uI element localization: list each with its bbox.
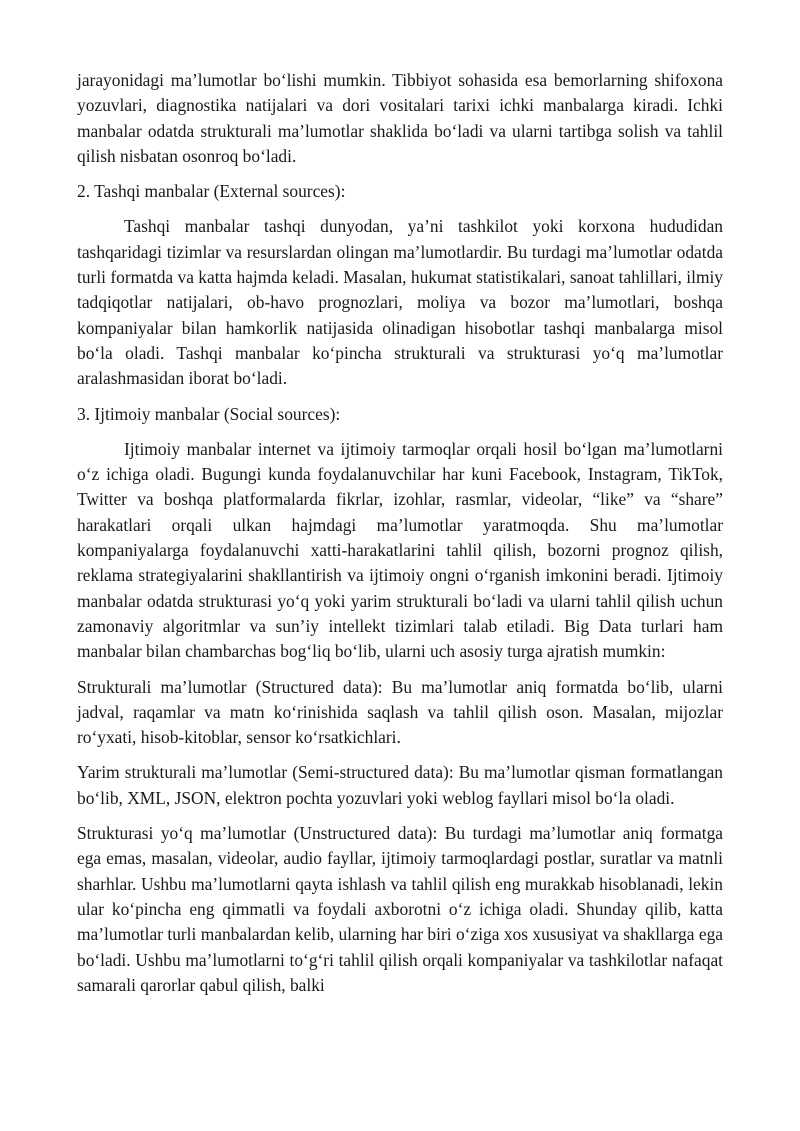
paragraph-external-sources: Tashqi manbalar tashqi dunyodan, ya’ni tashkilot yoki korxona hududidan tashqaridagi tizimlar va resurslardan olingan ma’lumotlardir. Bu turdagi ma’lumotlar odatda turli formatda va katta hajmda keladi. Masalan, hukumat statistikalari, sanoat tahlillari, ilmiy tadqiqotlar natijalari, ob-havo prognozlari, moliya va bozor ma’lumotlari, boshqa kompaniyalar bilan hamkorlik natijasida olinadigan hisobotlar tashqi manbalarga misol bo‘la oladi. Tashqi manbalar ko‘pincha strukturali va strukturasi yo‘q ma’lumotlar aralashmasidan iborat bo‘ladi. (77, 216, 723, 389)
paragraph-social-sources: Ijtimoiy manbalar internet va ijtimoiy tarmoqlar orqali hosil bo‘lgan ma’lumotlarni o‘z ichiga oladi. Bugungi kunda foydalanuvchilar har kuni Facebook, Instagram, TikTok, Twitter va boshqa platformalarda fikrlar, izohlar, rasmlar, videolar, “like” va “share” harakatlari orqali ulkan hajmdagi ma’lumotlar yaratmoqda. Shu ma’lumotlar kompaniyalarga foydalanuvchi xatti-harakatlarini tahlil qilish, bozorni prognoz qilish, reklama strategiyalarini shakllantirish va ijtimoiy ongni o‘rganish imkonini beradi. Ijtimoiy manbalar odatda strukturasi yo‘q yoki yarim strukturali bo‘ladi va ularni tahlil qilish uchun zamonaviy algoritmlar va sun’iy intellekt tizimlari talab etiladi. Big Data turlari ham manbalar bilan chambarchas bog‘liq bo‘lib, ularni uch asosiy turga ajratish mumkin: (77, 438, 723, 662)
document-page (77, 68, 723, 1008)
paragraph-unstructured-data: Strukturasi yo‘q ma’lumotlar (Unstructured data): Bu turdagi ma’lumotlar aniq formatga ega emas, masalan, videolar, audio fayllar, ijtimoiy tarmoqlardagi postlar, suratlar va matnli sharhlar. Ushbu ma’lumotlarni qayta ishlash va tahlil qilish eng murakkab hisoblanadi, lekin ular ko‘pincha eng qimmatli va foydali axborotni o‘z ichiga oladi. Shunday qilib, katta ma’lumotlar turli manbalardan kelib, ularning har biri o‘ziga xos xususiyat va shakllarga ega bo‘ladi. Ushbu ma’lumotlarni to‘g‘ri tahlil qilish orqali kompaniyalar va tashkilotlar nafaqat samarali qarorlar qabul qilish, balki (77, 823, 723, 995)
heading-external-sources: 2. Tashqi manbalar (External sources): (77, 181, 346, 202)
paragraph-structured-data: Strukturali ma’lumotlar (Structured data): Bu ma’lumotlar aniq formatda bo‘lib, ularni jadval, raqamlar va matn ko‘rinishida saqlash va tahlil qilish oson. Masalan, mijozlar ro‘yxati, hisob-kitoblar, sensor ko‘rsatkichlari. (77, 676, 723, 748)
heading-social-sources: 3. Ijtimoiy manbalar (Social sources): (77, 403, 341, 424)
paragraph-internal-sources-end: jarayonidagi ma’lumotlar bo‘lishi mumkin. Tibbiyot sohasida esa bemorlarning shifoxona yozuvlari, diagnostika natijalari va dori vositalari tarixi ichki manbalarga kiradi. Ichki manbalar odatda strukturali ma’lumotlar shaklida bo‘ladi va ularni tartibga solish va tahlil qilish nisbatan osonroq bo‘ladi. (77, 70, 723, 166)
paragraph-semi-structured-data: Yarim strukturali ma’lumotlar (Semi-structured data): Bu ma’lumotlar qisman formatlangan bo‘lib, XML, JSON, elektron pochta yozuvlari yoki weblog fayllari misol bo‘la oladi. (77, 762, 723, 808)
